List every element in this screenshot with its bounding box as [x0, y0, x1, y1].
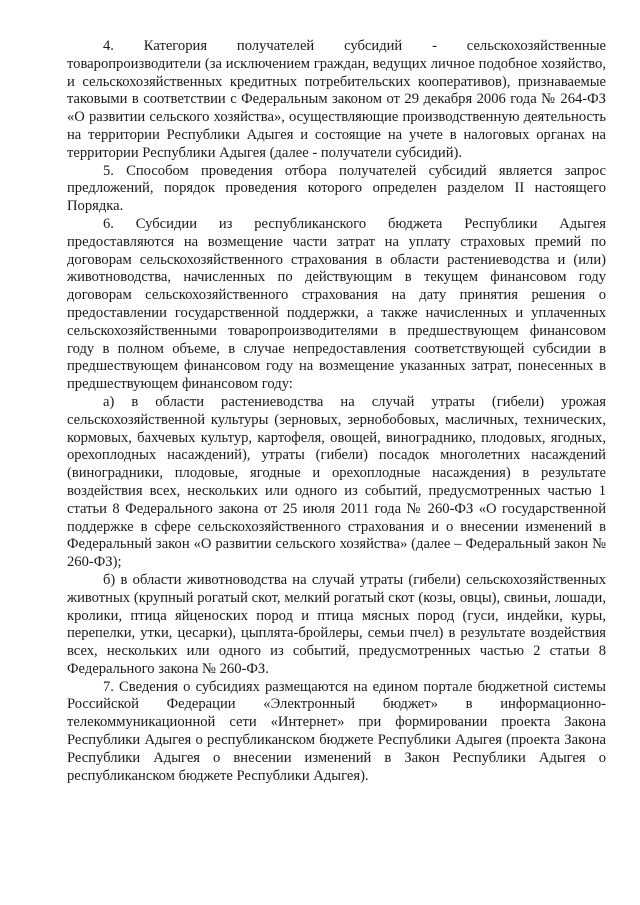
paragraph-6b-livestock: б) в области животноводства на случай утраты (гибели) сельскохозяйственных животных (крупный рогатый скот, мелкий рогатый скот (козы, овцы), свиньи, лошади, кролики, птица яйценоских пород и птица мясных пород (гуси, индейки, куры, перепелки, утки, цесарки), цыплята-бройлеры, семьи пчел) в результате воздействия всех, нескольких или одного из событий, предусмотренных частью 2 статьи 8 Федерального закона № 260-ФЗ. — [67, 571, 606, 677]
document-page — [67, 38, 606, 785]
paragraph-6-subsidy-purpose: 6. Субсидии из республиканского бюджета Республики Адыгея предоставляются на возмещение части затрат на уплату страховых премий по договорам сельскохозяйственного страхования в области растениеводства и (или) животноводства, начисленных по действующим в текущем финансовом году договорам сельскохозяйственного страхования на дату принятия решения о предоставлении государственной поддержки, а также начисленных и уплаченных сельскохозяйственными товаропроизводителями в предшествующем финансовом году в полном объеме, в случае непредоставления соответствующей субсидии в предшествующем финансовом году на возмещение указанных затрат, понесенных в предшествующем финансовом году: — [67, 215, 606, 393]
paragraph-4-recipients-category: 4. Категория получателей субсидий - сельскохозяйственные товаропроизводители (за исключением граждан, ведущих личное подобное хозяйство, и сельскохозяйственных кредитных потребительских кооперативов), признаваемые таковыми в соответствии с Федеральным законом от 29 декабря 2006 года № 264-ФЗ «О развитии сельского хозяйства», осуществляющие производственную деятельность на территории Республики Адыгея и состоящие на учете в налоговых органах на территории Республики Адыгея (далее - получатели субсидий). — [67, 38, 606, 161]
paragraph-5-selection-method: 5. Способом проведения отбора получателей субсидий является запрос предложений, порядок проведения которого определен разделом II настоящего Порядка. — [67, 162, 606, 215]
paragraph-6a-crop-production: а) в области растениеводства на случай утраты (гибели) урожая сельскохозяйственной культуры (зерновых, зернобобовых, масличных, технических, кормовых, бахчевых культур, картофеля, овощей, винограднико, плодовых, ягодных, орехоплодных насаждений), утраты (гибели) посадок многолетних насаждений (виноградники, плодовые, ягодные и орехоплодные насаждения) в результате воздействия всех, нескольких или одного из событий, предусмотренных частью 1 статьи 8 Федерального закона от 25 июля 2011 года № 260-ФЗ «О государственной поддержке в сфере сельскохозяйственного страхования и о внесении изменений в Федеральный закон «О развитии сельского хозяйства» (далее – Федеральный закон № 260-ФЗ); — [67, 393, 606, 571]
paragraph-7-subsidy-information: 7. Сведения о субсидиях размещаются на едином портале бюджетной системы Российской Федерации «Электронный бюджет» в информационно-телекоммуникационной сети «Интернет» при формировании проекта Закона Республики Адыгея о республиканском бюджете Республики Адыгея (проекта Закона Республики Адыгея о внесении изменений в Закон Республики Адыгея о республиканском бюджете Республики Адыгея). — [67, 678, 606, 784]
